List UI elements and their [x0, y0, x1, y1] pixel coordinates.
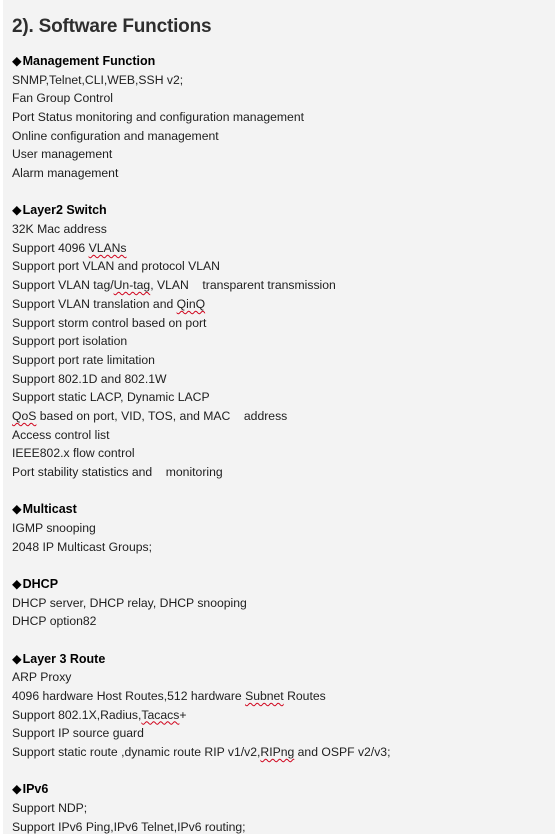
diamond-bullet-icon: ◆ — [12, 502, 22, 517]
feature-line: Support NDP; — [12, 801, 88, 816]
feature-line: Support static LACP, Dynamic LACP — [12, 390, 210, 405]
document-page — [3, 0, 555, 834]
spellcheck-underline: VLANs — [88, 240, 127, 255]
feature-line: DHCP server, DHCP relay, DHCP snooping — [12, 595, 247, 610]
section-heading — [12, 650, 546, 669]
section-ipv6 — [12, 780, 546, 836]
spellcheck-underline: Subnet — [245, 689, 284, 703]
feature-line: Alarm management — [12, 166, 119, 181]
sections-container — [12, 52, 546, 836]
feature-line: Fan Group Control — [12, 91, 113, 106]
spellcheck-underline: QoS — [12, 408, 37, 423]
feature-line: Support 802.1D and 802.1W — [12, 371, 167, 386]
spellcheck-underline: QinQ — [176, 296, 206, 311]
feature-line: Support port isolation — [12, 334, 128, 349]
section-management-function — [12, 52, 546, 183]
section-heading — [12, 500, 546, 519]
section-heading — [12, 52, 546, 71]
section-multicast — [12, 500, 546, 556]
feature-line: Support static route ,dynamic route RIP v1/v2,RIPng and OSPF v2/v3; — [12, 745, 391, 760]
feature-line: Support 4096 VLANs — [12, 240, 127, 255]
feature-line: Support IP source guard — [12, 726, 144, 741]
section-heading-text: DHCP — [22, 576, 59, 591]
feature-line: 32K Mac address — [12, 222, 107, 237]
section-heading-text: Layer 3 Route — [22, 651, 106, 666]
section-heading-text: Multicast — [22, 502, 77, 517]
feature-line: Support IPv6 Ping,IPv6 Telnet,IPv6 routing; — [12, 819, 246, 834]
diamond-bullet-icon: ◆ — [12, 782, 22, 797]
feature-line: IGMP snooping — [12, 521, 96, 535]
section-layer2-switch — [12, 201, 546, 481]
section-heading — [12, 575, 546, 594]
section-heading-text: Layer2 Switch — [22, 203, 107, 218]
feature-line: Support storm control based on port — [12, 315, 207, 330]
feature-line: User management — [12, 147, 113, 162]
feature-line: Support port rate limitation — [12, 352, 155, 367]
feature-line: Port stability statistics and monitoring — [12, 465, 223, 480]
feature-line: ARP Proxy — [12, 670, 72, 685]
page-title: 2). Software Functions — [12, 16, 212, 37]
feature-line: DHCP option82 — [12, 614, 97, 629]
spellcheck-underline: Tacacs — [141, 707, 180, 722]
diamond-bullet-icon: ◆ — [12, 203, 22, 218]
section-layer-3-route — [12, 650, 546, 762]
diamond-bullet-icon: ◆ — [12, 651, 22, 666]
feature-line: SNMP,Telnet,CLI,WEB,SSH v2; — [12, 72, 184, 87]
feature-line: IEEE802.x flow control — [12, 446, 135, 461]
section-heading — [12, 201, 546, 220]
section-heading-text: IPv6 — [22, 782, 49, 797]
feature-line: Support port VLAN and protocol VLAN — [12, 259, 220, 274]
feature-line: Access control list — [12, 427, 110, 442]
feature-line: QoS based on port, VID, TOS, and MAC address — [12, 408, 288, 423]
section-heading — [12, 780, 546, 799]
spellcheck-underline: RIPng — [260, 745, 295, 760]
feature-line: 4096 hardware Host Routes,512 hardware Subnet Routes — [12, 689, 326, 703]
section-heading-text: Management Function — [22, 54, 156, 68]
section-dhcp — [12, 575, 546, 631]
feature-line: Online configuration and management — [12, 128, 219, 143]
diamond-bullet-icon: ◆ — [12, 576, 22, 591]
spellcheck-underline: Un-tag — [113, 278, 151, 293]
feature-line: Support 802.1X,Radius,Tacacs+ — [12, 707, 187, 722]
feature-line: Support VLAN translation and QinQ — [12, 296, 206, 311]
feature-line: Port Status monitoring and configuration management — [12, 110, 304, 125]
feature-line: Support VLAN tag/Un-tag, VLAN transparent transmission — [12, 278, 336, 293]
diamond-bullet-icon: ◆ — [12, 54, 22, 68]
feature-line: 2048 IP Multicast Groups; — [12, 539, 153, 554]
